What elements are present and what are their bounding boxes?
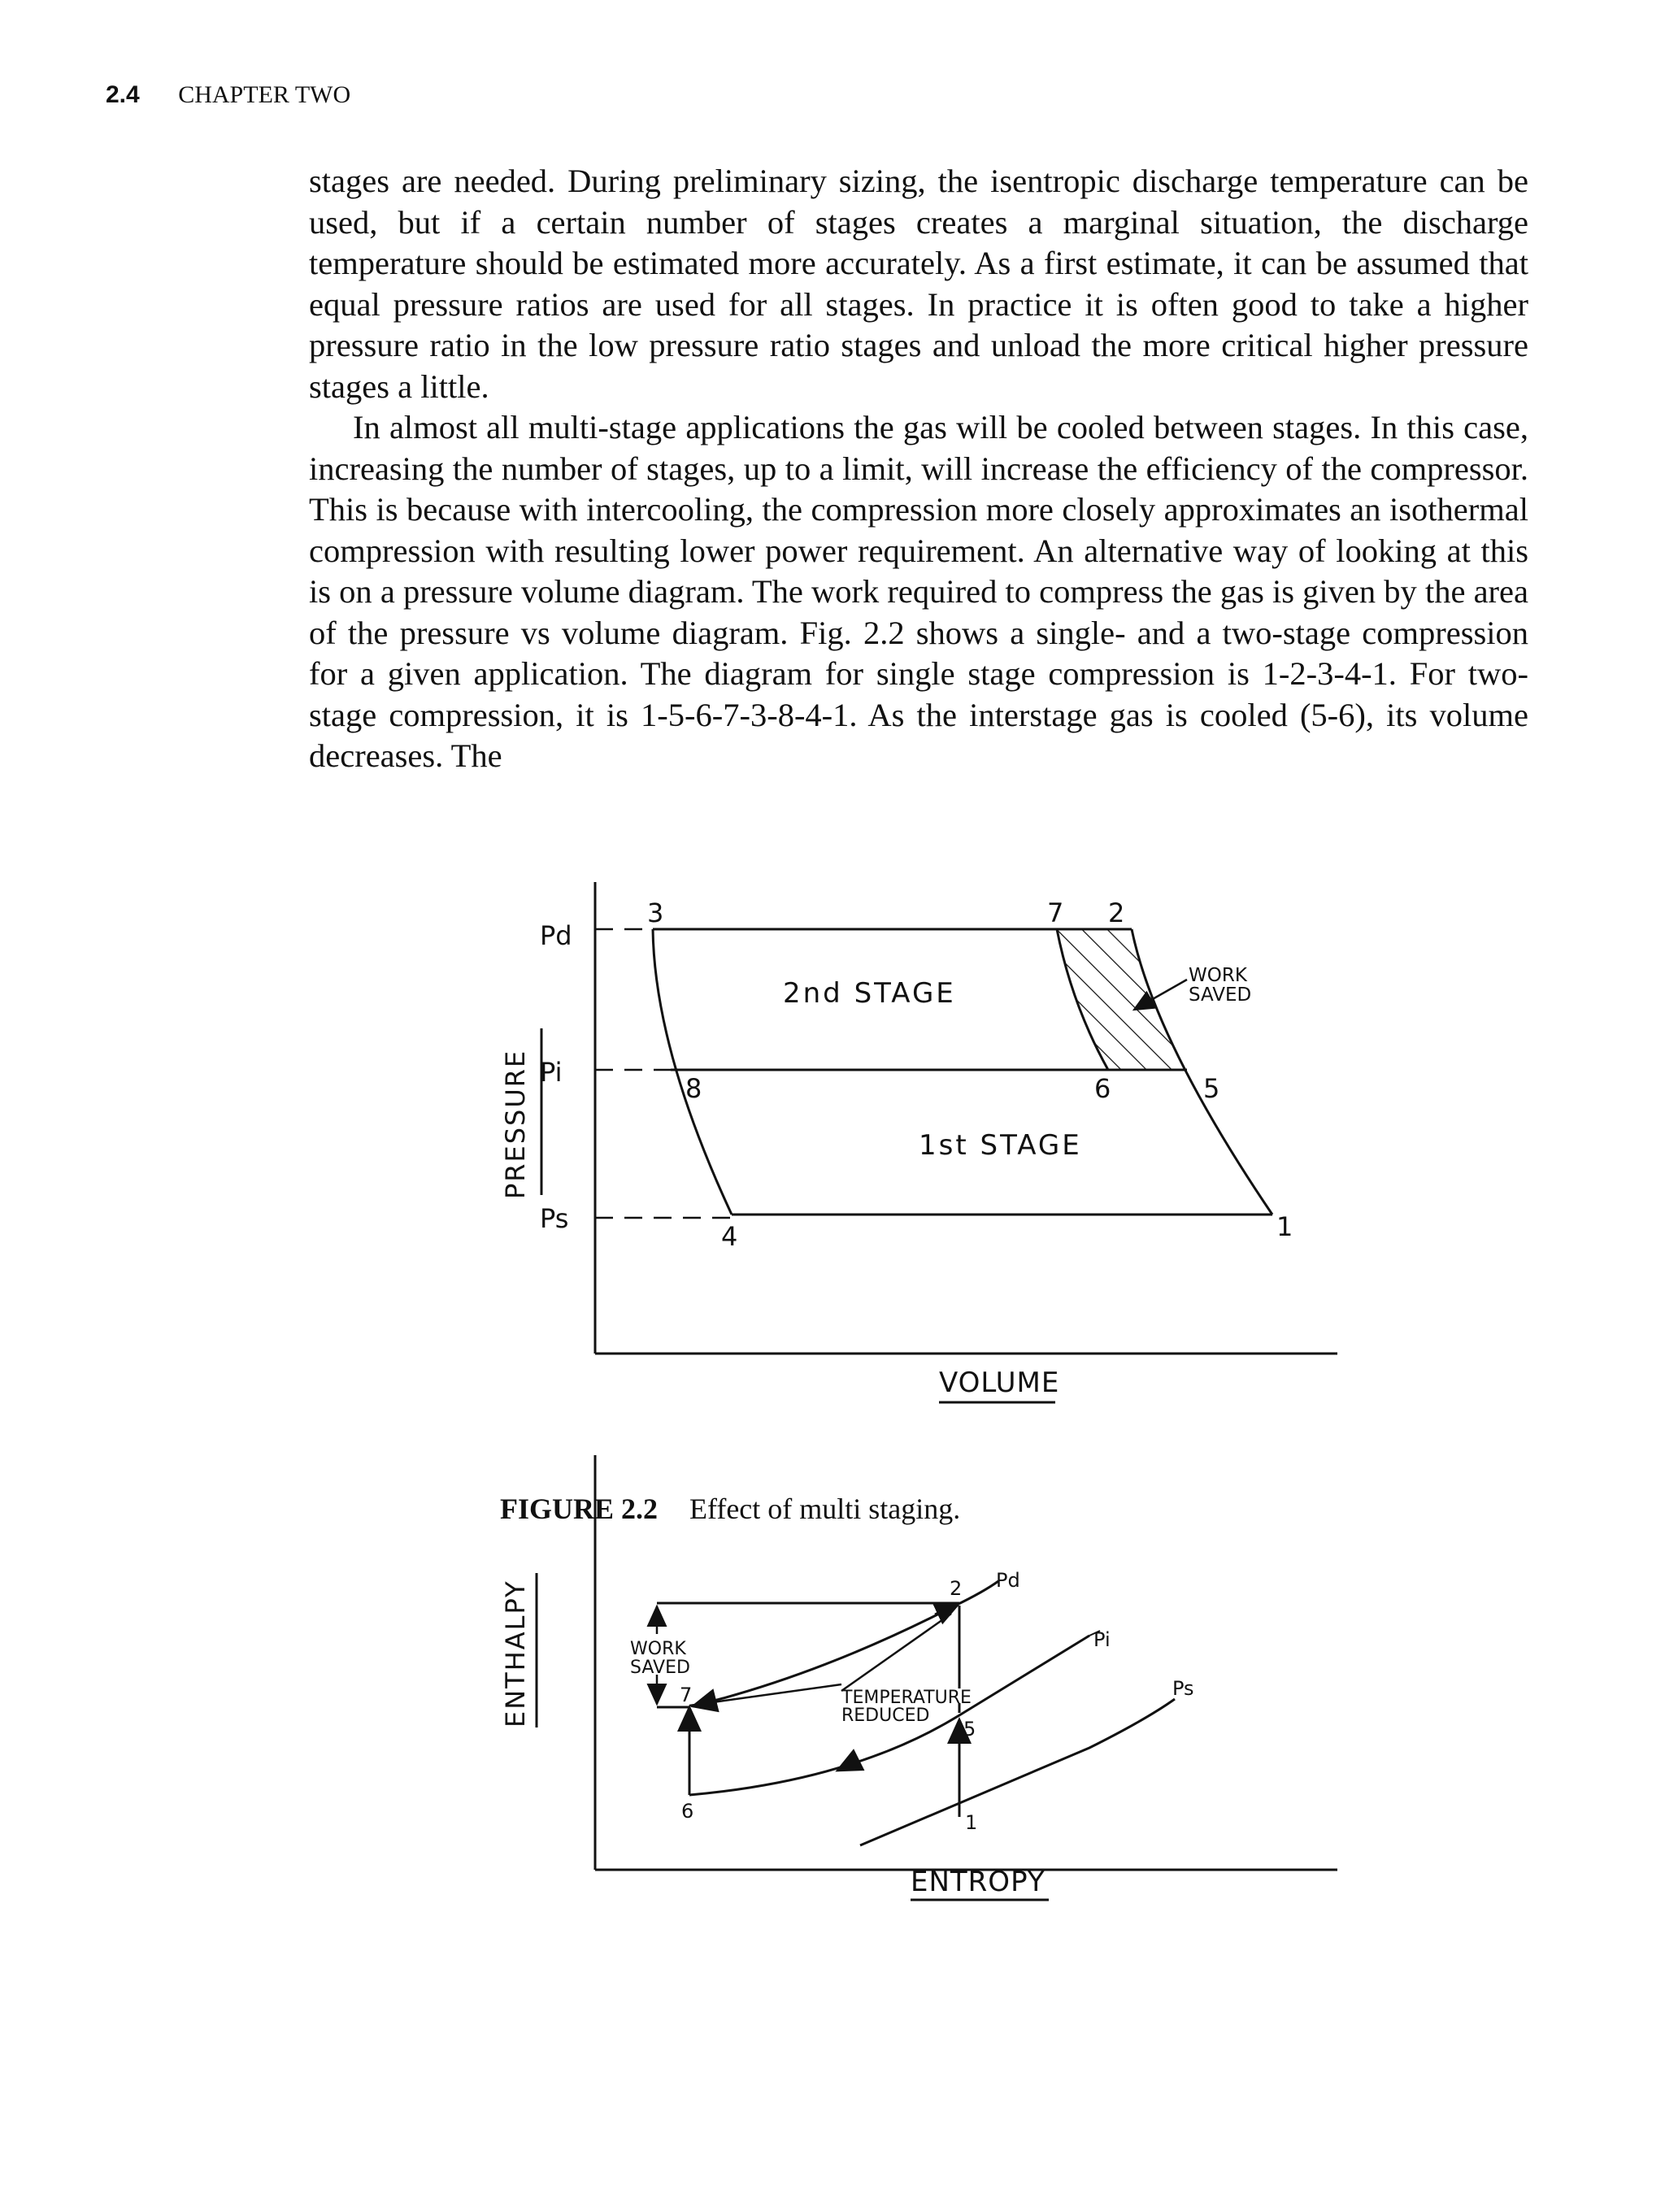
hs-point-1: 1 <box>965 1811 978 1834</box>
hs-arrow-to-2 <box>935 1603 959 1614</box>
pv-work-saved-label-1: WORK <box>1189 965 1247 986</box>
paragraph-1: stages are needed. During preliminary sizing, the isentropic discharge temperature can be used, but if a certain number of stages creates a marginal situation, the discharge temperature should be estimated more accurately. As a first estimate, it can be assumed that equal pressure ratios are used for all stages. In practice it is often good to take a higher pressure ratio in the low pressure ratio stages and unload the more critical higher pressure stages a little. <box>309 163 1528 405</box>
hs-point-2: 2 <box>950 1577 963 1600</box>
pv-work-saved-label-2: SAVED <box>1189 984 1252 1006</box>
pv-point-1: 1 <box>1276 1211 1293 1242</box>
pv-x-axis-title: VOLUME <box>939 1367 1060 1399</box>
hs-x-axis-title: ENTROPY <box>911 1866 1046 1898</box>
page-number: 2.4 <box>106 81 140 108</box>
pv-label-pd: Pd <box>540 920 572 951</box>
paragraph-2: In almost all multi-stage applications the gas will be cooled between stages. In this case, increasing the number of stages, up to a limit, will increase the efficiency of the compressor. This is because with intercooling, the compression more closely approximates an isothermal compression with resulting lower power requirement. An alternative way of looking at this is on a pressure volume diagram. The work required to compress the gas is given by the area of the pressure vs volume diagram. Fig. 2.2 shows a single- and a two-stage compression for a given application. The diagram for single stage compression is 1-2-3-4-1. For two-stage compression, it is 1-5-6-7-3-8-4-1. As the interstage gas is cooled (5-6), its volume decreases. The <box>309 409 1528 774</box>
hs-isobar-label-pi: Pi <box>1093 1628 1111 1651</box>
pv-point-7: 7 <box>1047 897 1064 928</box>
hs-work-saved-label-2: SAVED <box>630 1658 690 1678</box>
hs-temp-reduced-label-1: TEMPERATURE <box>841 1688 972 1708</box>
pv-point-6: 6 <box>1094 1073 1111 1104</box>
figure-label: FIGURE 2.2 <box>500 1493 659 1525</box>
hs-temp-reduced-label-2: REDUCED <box>841 1706 930 1726</box>
pv-point-5: 5 <box>1203 1073 1220 1104</box>
pv-y-axis-title: PRESSURE <box>500 1049 531 1199</box>
hs-isobar-label-pd: Pd <box>996 1569 1020 1592</box>
pv-region-2nd-stage: 2nd STAGE <box>783 977 956 1010</box>
pv-label-ps: Ps <box>540 1203 569 1234</box>
hs-arrow-to-7 <box>693 1701 715 1706</box>
pv-point-4: 4 <box>721 1221 738 1252</box>
hs-point-6: 6 <box>681 1800 694 1823</box>
figure-caption-text: Effect of multi staging. <box>689 1493 961 1525</box>
hs-work-saved-label-1: WORK <box>630 1639 686 1659</box>
pv-point-8: 8 <box>685 1073 702 1104</box>
hs-isobar-label-ps: Ps <box>1172 1677 1194 1700</box>
pv-point-3: 3 <box>647 897 664 928</box>
pv-region-1st-stage: 1st STAGE <box>919 1129 1082 1162</box>
pv-diagram <box>500 882 1337 1402</box>
hs-y-axis-title: ENTHALPY <box>500 1580 531 1727</box>
hs-point-5: 5 <box>963 1718 976 1740</box>
pv-curve-3-8-4 <box>653 929 732 1215</box>
chapter-title: CHAPTER TWO <box>178 81 351 108</box>
hs-point-7: 7 <box>680 1684 693 1706</box>
pv-label-pi: Pi <box>540 1057 563 1088</box>
figure-caption <box>500 1492 960 1526</box>
pv-point-2: 2 <box>1108 897 1125 928</box>
